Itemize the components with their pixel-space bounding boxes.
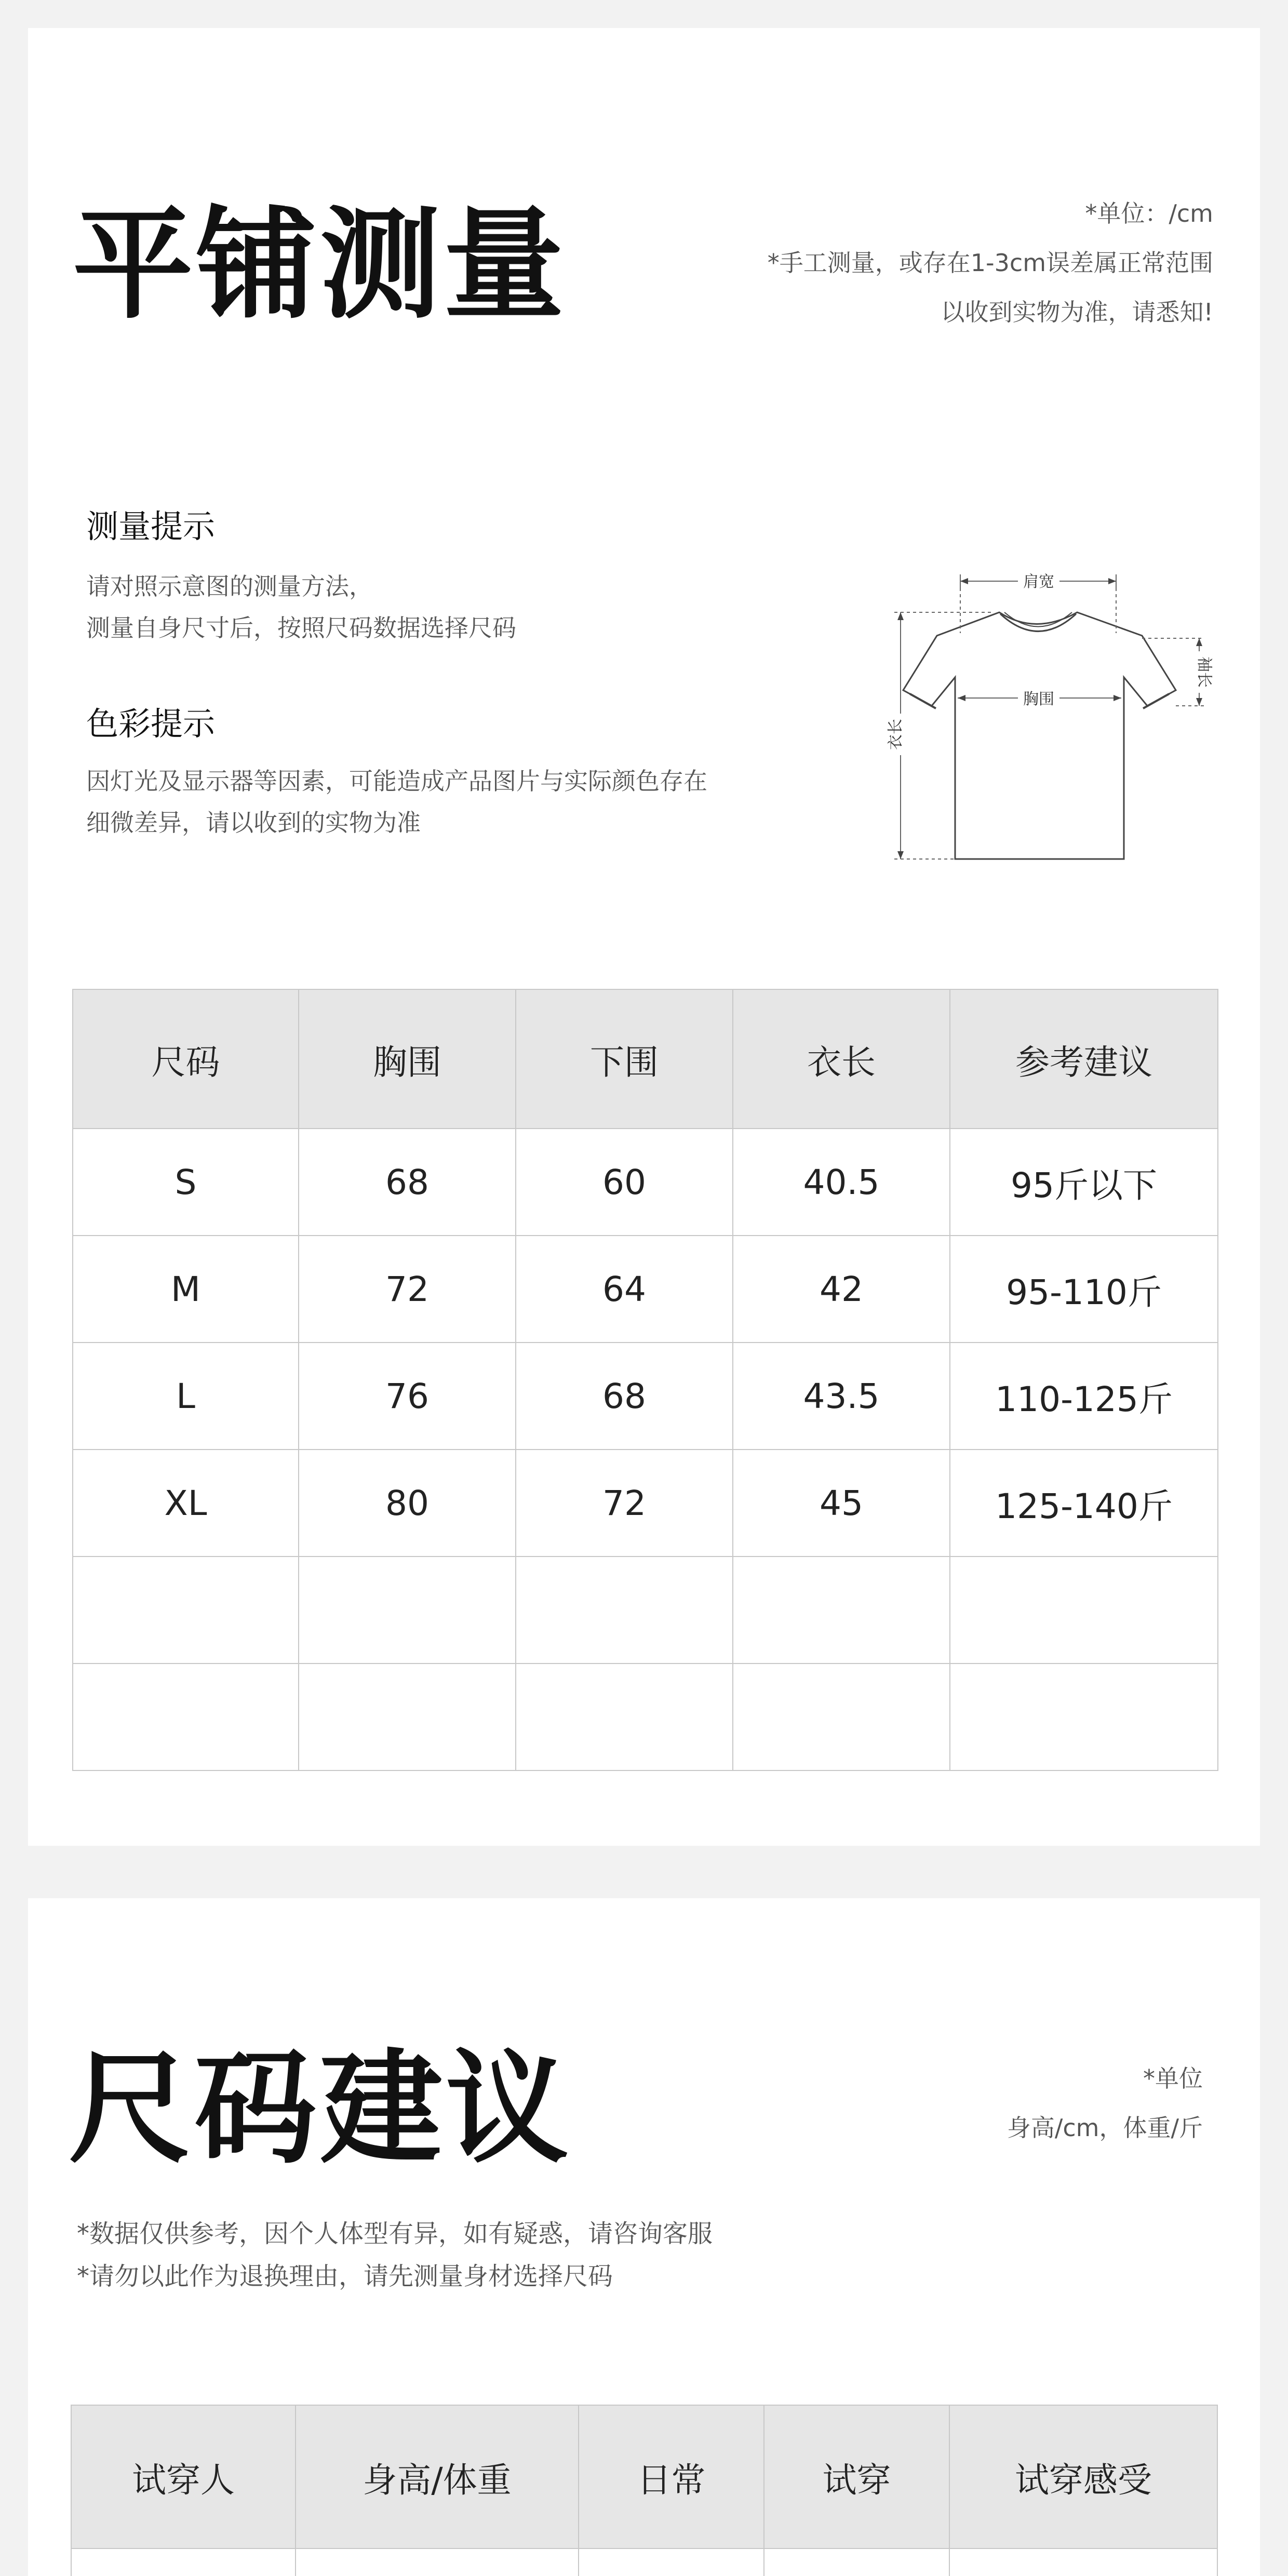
tshirt-diagram [880, 527, 1254, 880]
unit-detail-note: 身高/cm，体重/斤 [1007, 2114, 1203, 2142]
table-row [73, 1343, 1218, 1450]
suggestion-cell: 95-110斤 [950, 1236, 1218, 1343]
table-row [71, 2548, 1217, 2576]
length-cell: 45 [733, 1450, 950, 1557]
size-cell: S [73, 1129, 299, 1236]
advice-warnings [77, 2212, 713, 2298]
measure-tip-line: 请对照示意图的测量方法， [86, 572, 373, 600]
length-cell: 43.5 [733, 1343, 950, 1450]
chest-cell: 72 [299, 1236, 516, 1343]
fit-advice-table [71, 2405, 1218, 2576]
chest-header: 胸围 [299, 989, 516, 1129]
measure-tip-text [86, 566, 516, 649]
size-cell [73, 1663, 299, 1770]
reference-warning: *数据仅供参考，因个人体型有异，如有疑惑，请咨询客服 [77, 2219, 713, 2248]
hem-cell: 60 [516, 1129, 733, 1236]
hem-header: 下围 [516, 989, 733, 1129]
unit-note: *单位 [1143, 2064, 1203, 2092]
size-cell [73, 1557, 299, 1663]
table-row [73, 1557, 1218, 1663]
size-header: 尺码 [73, 989, 299, 1129]
error-note: *手工测量，或存在1-3cm误差属正常范围 [767, 249, 1213, 277]
actual-note: 以收到实物为准，请悉知! [941, 298, 1213, 326]
color-tip-heading: 色彩提示 [86, 705, 216, 743]
chest-cell: 80 [299, 1450, 516, 1557]
advice-title: 尺码建议 [69, 2037, 572, 2180]
color-tip-line: 细微差异，请以收到的实物为准 [86, 809, 421, 837]
length-cell: 42 [733, 1236, 950, 1343]
suggestion-cell [950, 1557, 1218, 1663]
table-cell [71, 2548, 296, 2576]
measurement-title: 平铺测量 [73, 195, 568, 335]
measure-tip-heading: 测量提示 [86, 507, 216, 545]
tried-size-header: 试穿 [764, 2405, 949, 2548]
table-row [73, 1129, 1218, 1236]
size-advice-card [28, 1898, 1260, 2576]
hem-cell: 64 [516, 1236, 733, 1343]
chest-label: 胸围 [1023, 690, 1054, 708]
shoulder-label: 肩宽 [1023, 573, 1054, 591]
wearer-header: 试穿人 [71, 2405, 296, 2548]
suggestion-header: 参考建议 [950, 989, 1218, 1129]
size-table [72, 989, 1218, 1771]
chest-cell: 76 [299, 1343, 516, 1450]
table-cell [579, 2548, 764, 2576]
flat-measurement-card [28, 28, 1260, 1846]
table-row [73, 1663, 1218, 1770]
fit-feeling-header: 试穿感受 [949, 2405, 1217, 2548]
suggestion-cell [950, 1663, 1218, 1770]
tshirt-collar [1000, 614, 1076, 632]
length-cell [733, 1663, 950, 1770]
length-header: 衣长 [733, 989, 950, 1129]
length-cell [733, 1557, 950, 1663]
height-weight-header: 身高/体重 [296, 2405, 579, 2548]
length-label: 衣长 [887, 719, 905, 750]
size-table-header-row [73, 989, 1218, 1129]
return-warning: *请勿以此作为退换理由，请先测量身材选择尺码 [77, 2262, 613, 2291]
color-tip-line: 因灯光及显示器等因素，可能造成产品图片与实际颜色存在 [86, 767, 707, 795]
unit-note: *单位：/cm [1085, 199, 1213, 227]
length-cell: 40.5 [733, 1129, 950, 1236]
advice-table-header-row [71, 2405, 1217, 2548]
size-cell: L [73, 1343, 299, 1450]
hem-cell: 72 [516, 1450, 733, 1557]
table-row [73, 1450, 1218, 1557]
hem-cell: 68 [516, 1343, 733, 1450]
size-cell: M [73, 1236, 299, 1343]
tshirt-outline [903, 612, 1176, 859]
sleeve-label: 袖长 [1195, 656, 1213, 688]
chest-cell [299, 1663, 516, 1770]
advice-notes [1007, 2054, 1203, 2153]
chest-cell: 68 [299, 1129, 516, 1236]
table-cell [764, 2548, 949, 2576]
chest-cell [299, 1557, 516, 1663]
size-cell: XL [73, 1450, 299, 1557]
daily-size-header: 日常 [579, 2405, 764, 2548]
suggestion-cell: 110-125斤 [950, 1343, 1218, 1450]
suggestion-cell: 95斤以下 [950, 1129, 1218, 1236]
measurement-notes [768, 189, 1213, 337]
table-cell [296, 2548, 579, 2576]
hem-cell [516, 1663, 733, 1770]
color-tip-text [86, 760, 707, 843]
table-cell [949, 2548, 1217, 2576]
hem-cell [516, 1557, 733, 1663]
suggestion-cell: 125-140斤 [950, 1450, 1218, 1557]
measure-tip-line: 测量自身尺寸后，按照尺码数据选择尺码 [86, 614, 516, 642]
table-row [73, 1236, 1218, 1343]
